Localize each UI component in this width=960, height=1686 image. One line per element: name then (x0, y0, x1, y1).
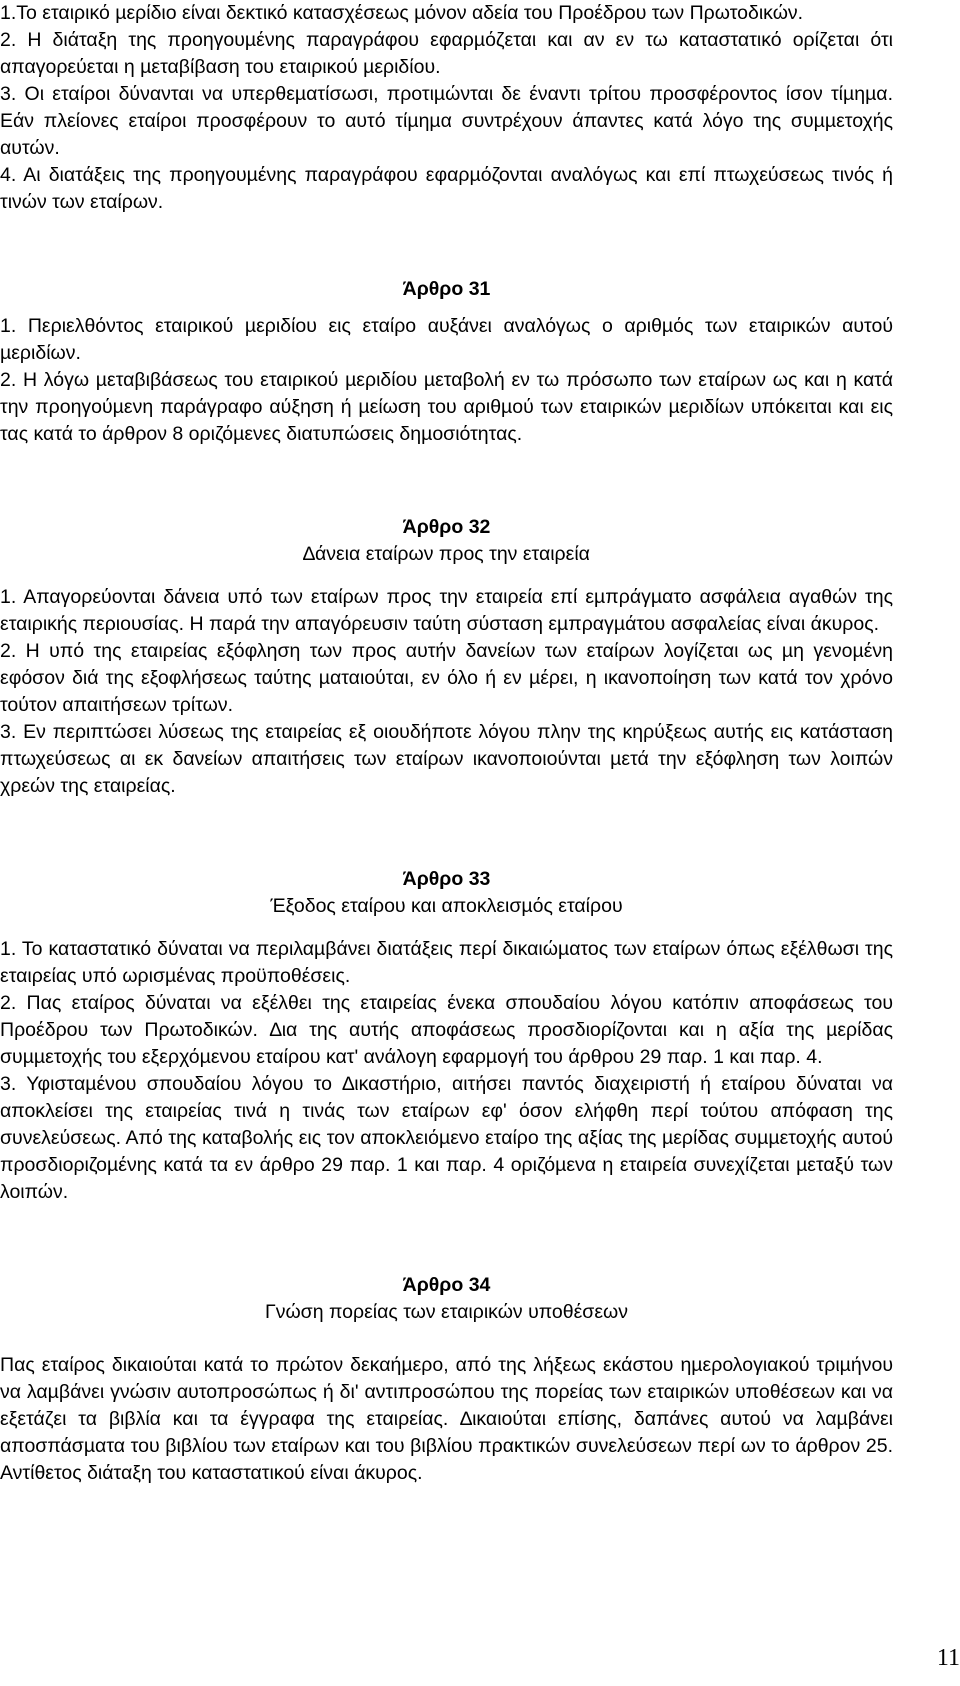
spacer (0, 1326, 893, 1352)
article-31-paragraph-2: 2. Η λόγω µεταβιβάσεως του εταιρικού µεριδίου µεταβολή εν τω πρόσωπο των εταίρων ως και η κατά την προηγούµενη παράγραφο αύξηση ή µείωση του αριθµού των εταιρικών µεριδίων υπόκειται και εις τας κατά το άρθρον 8 οριζόµενες διατυπώσεις δηµοσιότητας. (0, 369, 893, 445)
spacer (0, 216, 893, 276)
article-32-paragraph-2: 2. Η υπό της εταιρείας εξόφληση των προς αυτήν δανείων των εταίρων λογίζεται ως µη γενοµένη εφόσον διά της εξοφλήσεως ταύτης µαταιούται, εν όλο ή εν µέρει, η ικανοποίηση των κατά τον χρόνο τούτον απαιτήσεων τρίτων. (0, 640, 893, 716)
paragraph-4: 4. Αι διατάξεις της προηγουµένης παραγράφου εφαρµόζονται αναλόγως και επί πτωχεύσεως τινός ή τινών των εταίρων. (0, 164, 893, 213)
article-32-heading: Άρθρο 32 (402, 516, 491, 538)
article-34-heading: Άρθρο 34 (402, 1274, 491, 1296)
spacer (0, 303, 893, 313)
article-32-subtitle: ∆άνεια εταίρων προς την εταιρεία (303, 543, 590, 565)
spacer (0, 568, 893, 584)
article-33-paragraph-1: 1. Το καταστατικό δύναται να περιλαµβάνει διατάξεις περί δικαιώµατος των εταίρων όπως εξέλθωσι της εταιρείας υπό ωρισµένας προϋποθέσεις. (0, 938, 893, 987)
spacer (0, 448, 893, 514)
article-32-paragraph-1: 1. Απαγορεύονται δάνεια υπό των εταίρων προς την εταιρεία επί εµπράγµατο ασφάλεια αγαθών της εταιρικής περιουσίας. Η παρά την απαγόρευσιν ταύτη σύσταση εµπραγµάτου ασφαλείας είναι άκυρος. (0, 586, 893, 635)
paragraph-2: 2. Η διάταξη της προηγουµένης παραγράφου εφαρµόζεται και αν εν τω καταστατικό ορίζεται ότι απαγορεύεται η µεταβίβαση του εταιρικού µεριδίου. (0, 29, 893, 78)
spacer (0, 1206, 893, 1272)
page-number: 11 (936, 1645, 960, 1671)
article-34-paragraph-1: Πας εταίρος δικαιούται κατά το πρώτον δεκαήµερο, από της λήξεως εκάστου ηµερολογιακού τριµήνου να λαµβάνει γνώσιν αυτοπροσώπως ή δι' αντιπροσώπου της πορείας των εταιρικών υποθέσεων και να εξετάζει τα βιβλία και τα έγγραφα της εταιρείας. ∆ικαιούται επίσης, δαπάνες αυτού να λαµβάνει αποσπάσµατα του βιβλίου των εταίρων και του βιβλίου πρακτικών συνελεύσεων περί ων το άρθρον 25. Αντίθετος διάταξη του καταστατικού είναι άκυρος. (0, 1354, 893, 1484)
article-31-heading: Άρθρο 31 (402, 278, 491, 300)
article-31-paragraph-1: 1. Περιελθόντος εταιρικού µεριδίου εις εταίρο αυξάνει αναλόγως ο αριθµός των εταιρικών αυτού µεριδίων. (0, 315, 893, 364)
article-34-subtitle: Γνώση πορείας των εταιρικών υποθέσεων (264, 1301, 629, 1323)
paragraph-1: 1.Το εταιρικό µερίδιο είναι δεκτικό κατασχέσεως µόνον αδεία του Προέδρου των Πρωτοδικών. (0, 2, 804, 24)
article-32-paragraph-3: 3. Εν περιπτώσει λύσεως της εταιρείας εξ οιουδήποτε λόγου πλην της κηρύξεως αυτής εις κατάσταση πτωχεύσεως αι εκ δανείων απαιτήσεις των εταίρων ικανοποιούνται µετά την εξόφληση των λοιπών χρεών της εταιρείας. (0, 721, 893, 797)
paragraph-3: 3. Οι εταίροι δύνανται να υπερθεµατίσωσι, προτιµώνται δε έναντι τρίτου προσφέροντος ίσον τίµηµα. Εάν πλείονες εταίροι προσφέρουν το αυτό τίµηµα συντρέχουν άπαντες κατά λόγο της συµµετοχής αυτών. (0, 83, 893, 159)
article-33-paragraph-2: 2. Πας εταίρος δύναται να εξέλθει της εταιρείας ένεκα σπουδαίου λόγου κατόπιν αποφάσεως του Προέδρου των Πρωτοδικών. ∆ια της αυτής αποφάσεως προσδιορίζονται και η αξία της µερίδας συµµετοχής του εξερχόµενου εταίρου κατ' ανάλογη εφαρµογή του άρθρου 29 παρ. 1 και παρ. 4. (0, 992, 893, 1068)
spacer (0, 800, 893, 866)
article-33-heading: Άρθρο 33 (402, 868, 491, 890)
spacer (0, 920, 893, 936)
article-33-paragraph-3: 3. Υφισταµένου σπουδαίου λόγου το ∆ικαστήριο, αιτήσει παντός διαχειριστή ή εταίρου δύναται να αποκλείσει της εταιρείας τινά η τινάς των εταίρων εφ' όσον ελήφθη περί τούτου απόφαση της συνελεύσεως. Από της καταβολής εις τον αποκλειόµενο εταίρο της αξίας της µερίδας συµµετοχής αυτού προσδιοριζοµένης κατά τα εν άρθρο 29 παρ. 1 και παρ. 4 οριζόµενα η εταιρεία συνεχίζεται µεταξύ των λοιπών. (0, 1073, 893, 1203)
article-33-subtitle: Έξοδος εταίρου και αποκλεισµός εταίρου (270, 895, 623, 917)
